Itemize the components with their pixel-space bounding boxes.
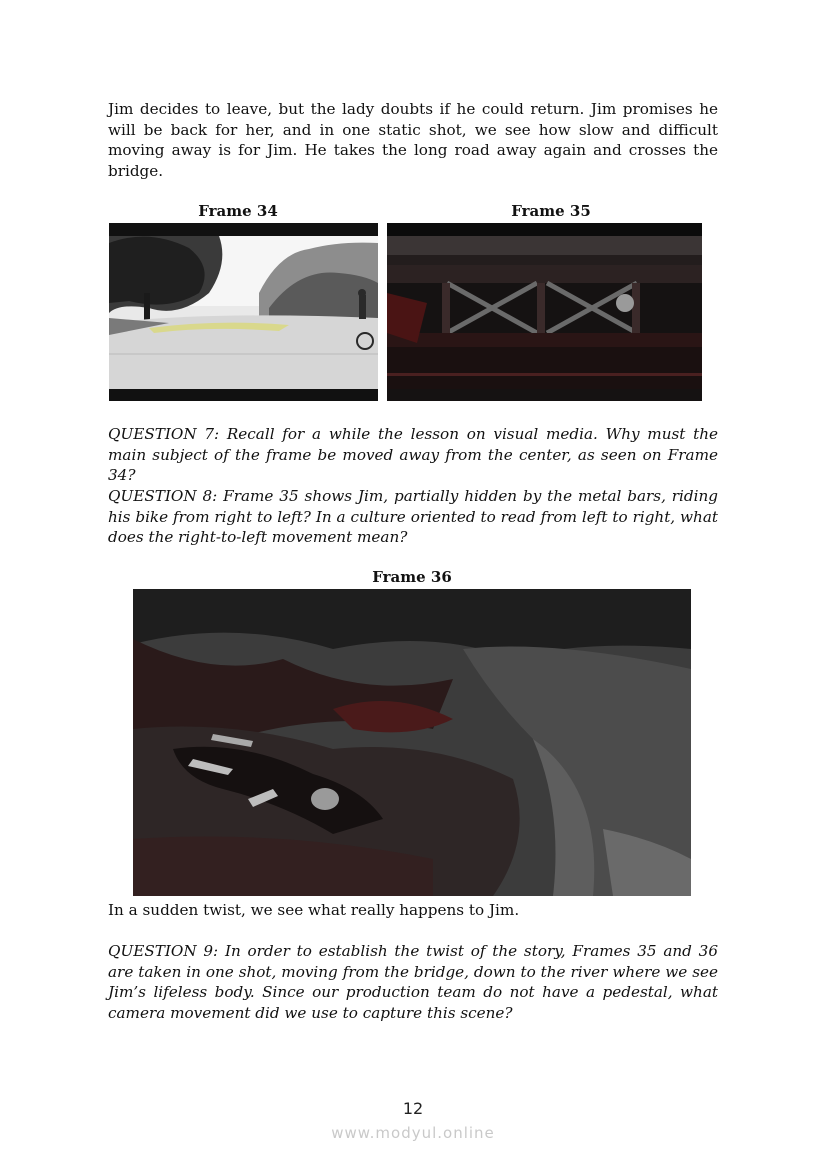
frame-35-caption: Frame 35: [511, 202, 591, 220]
question-8: QUESTION 8: Frame 35 shows Jim, partially hidden by the metal bars, riding his bike from right to left? In a culture oriented to read from left to right, what does the right-to-left movement mean?: [108, 487, 718, 547]
question-7: QUESTION 7: Recall for a while the lesson on visual media. Why must the main subject of the frame be moved away from the center, as seen on Frame 34?: [108, 425, 718, 485]
frame-35-image: [387, 223, 702, 401]
frame-34-caption: Frame 34: [198, 202, 278, 220]
twist-paragraph: In a sudden twist, we see what really happens to Jim.: [108, 901, 520, 919]
page-number: 12: [402, 1099, 424, 1118]
intro-paragraph: Jim decides to leave, but the lady doubts if he could return. Jim promises he will be back for her, and in one static shot, we see how slow and difficult moving away is for Jim. He takes the long road away again and crosses the bridge.: [108, 100, 718, 180]
frame-36-caption: Frame 36: [372, 568, 452, 586]
question-9: QUESTION 9: In order to establish the twist of the story, Frames 35 and 36 are taken in one shot, moving from the bridge, down to the river where we see Jim’s lifeless body. Since our production team do not have a pedestal, what camera movement did we use to capture this scene?: [108, 942, 718, 1022]
frame-36-image: [133, 589, 691, 896]
watermark: www.modyul.online: [331, 1124, 495, 1142]
frame-34-image: [109, 223, 378, 401]
